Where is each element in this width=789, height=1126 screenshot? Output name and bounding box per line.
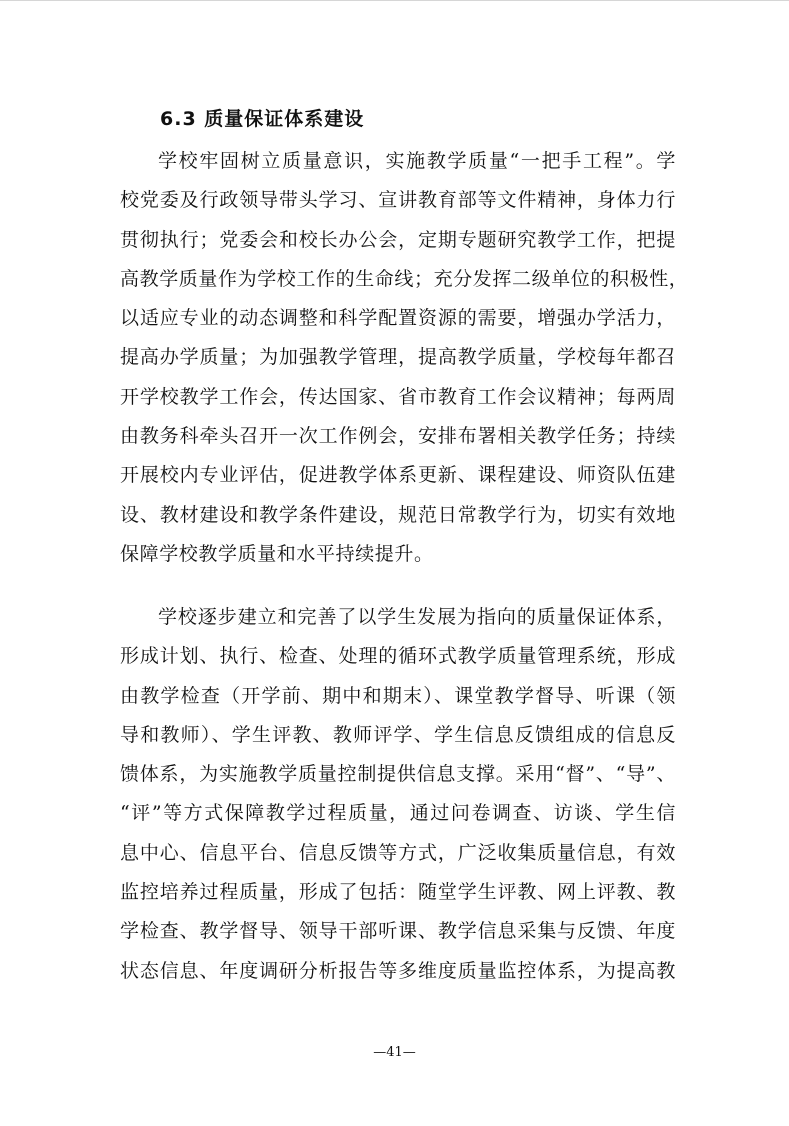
text-line: 监控培养过程质量，形成了包括：随堂学生评教、网上评教、教 <box>120 881 676 904</box>
text-line: 校党委及行政领导带头学习、宣讲教育部等文件精神，身体力行 <box>120 189 676 212</box>
text-line: 开学校教学工作会，传达国家、省市教育工作会议精神；每两周 <box>120 385 676 408</box>
text-line: 馈体系，为实施教学质量控制提供信息支撑。采用“督”、“导”、 <box>120 763 676 786</box>
text-line: 开展校内专业评估，促进教学体系更新、课程建设、师资队伍建 <box>120 464 676 487</box>
text-line: 学检查、教学督导、领导干部听课、教学信息采集与反馈、年度 <box>120 920 676 943</box>
top-border-line <box>0 0 789 1</box>
text-line: 提高办学质量；为加强教学管理，提高教学质量，学校每年都召 <box>120 346 676 369</box>
text-line: 保障学校教学质量和水平持续提升。 <box>120 542 434 565</box>
text-line: 形成计划、执行、检查、处理的循环式教学质量管理系统，形成 <box>120 645 676 668</box>
text-line: 学校牢固树立质量意识，实施教学质量“一把手工程”。学 <box>158 150 676 172</box>
paragraph-quality-awareness <box>120 142 689 574</box>
text-line: 贯彻执行；党委会和校长办公会，定期专题研究教学工作，把提 <box>120 228 676 251</box>
text-line: 以适应专业的动态调整和科学配置资源的需要，增强办学活力， <box>120 307 676 330</box>
paragraph-quality-assurance-system <box>120 598 676 991</box>
section-heading: 6.3 质量保证体系建设 <box>160 108 365 130</box>
text-line: 导和教师）、学生评教、教师评学、学生信息反馈组成的信息反 <box>120 723 676 746</box>
text-line: 息中心、信息平台、信息反馈等方式，广泛收集质量信息，有效 <box>120 841 676 864</box>
page-number: —41— <box>373 1045 416 1060</box>
text-line: 学校逐步建立和完善了以学生发展为指向的质量保证体系， <box>158 606 676 628</box>
text-line: 由教学检查（开学前、期中和期末）、课堂教学督导、听课（领 <box>120 684 676 707</box>
text-line: 高教学质量作为学校工作的生命线；充分发挥二级单位的积极性， <box>120 267 689 290</box>
text-line: “评”等方式保障教学过程质量，通过问卷调查、访谈、学生信 <box>120 802 676 825</box>
text-line: 由教务科牵头召开一次工作例会，安排布署相关教学任务；持续 <box>120 425 676 448</box>
text-line: 状态信息、年度调研分析报告等多维度质量监控体系，为提高教 <box>120 959 676 982</box>
text-line: 设、教材建设和教学条件建设，规范日常教学行为，切实有效地 <box>120 503 676 526</box>
